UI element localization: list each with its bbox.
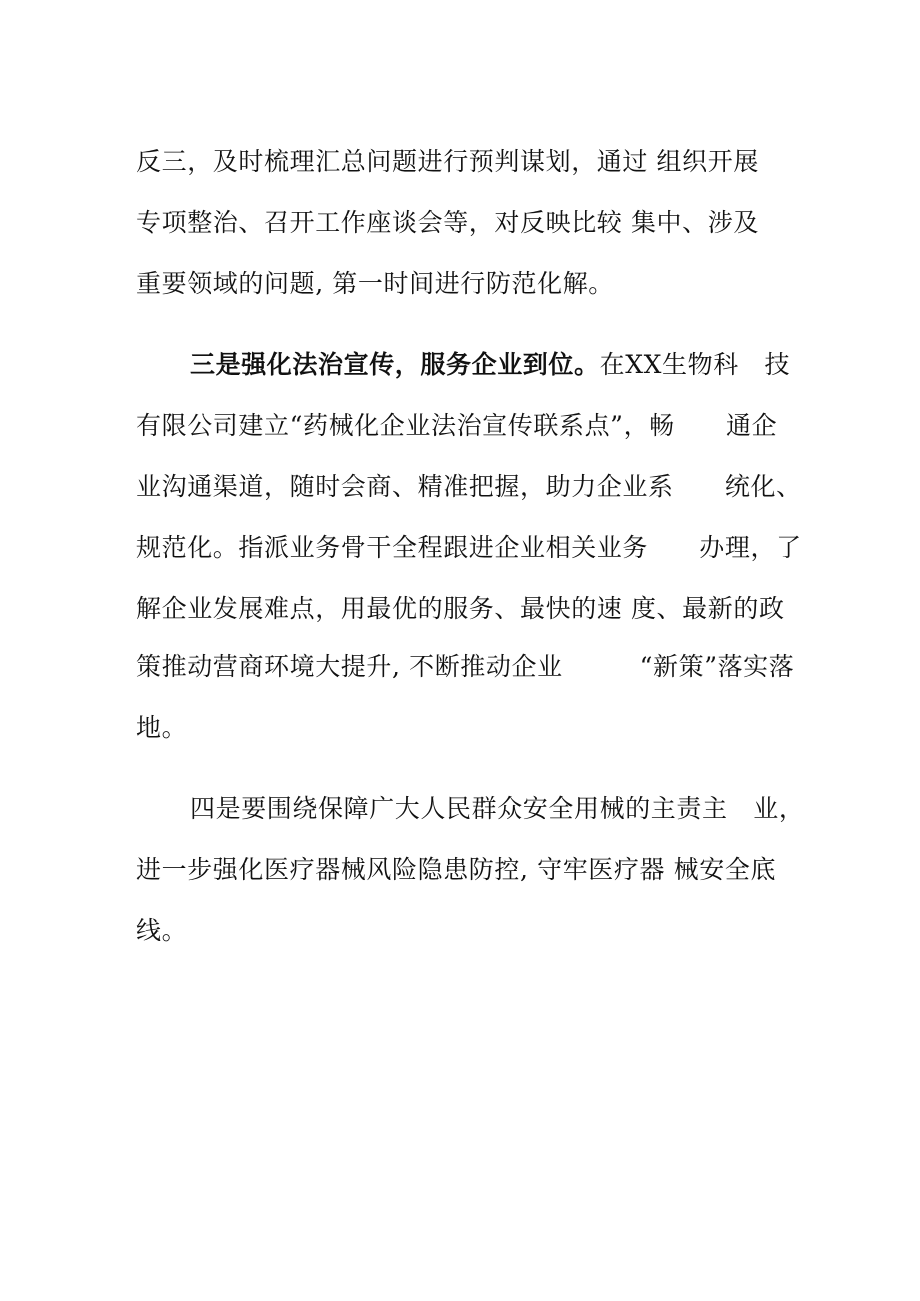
paragraph-2-line-7: 地。 bbox=[136, 713, 188, 742]
paragraph-3-line-2: 进一步强化医疗器械风险隐患防控, 守牢医疗器 械安全底 bbox=[136, 855, 777, 884]
paragraph-1-line-1: 反三，及时梳理汇总问题进行预判谋划，通过 组织开展 bbox=[136, 147, 759, 176]
paragraph-2-line-1-text: 在XX生物科 技 bbox=[599, 350, 791, 379]
paragraph-3-line-3: 线。 bbox=[136, 916, 188, 945]
paragraph-2-line-3: 业沟通渠道，随时会商、精准把握，助力企业系 统化、 bbox=[136, 472, 802, 501]
paragraph-2-line-5: 解企业发展难点，用最优的服务、最快的速 度、最新的政 bbox=[136, 594, 785, 623]
paragraph-3-line-1: 四是要围绕保障广大人民群众安全用械的主责主 业， bbox=[190, 794, 805, 823]
paragraph-2-line-1 bbox=[190, 348, 790, 382]
paragraph-2-line-2: 有限公司建立“药械化企业法治宣传联系点”，畅 通企 bbox=[136, 411, 778, 440]
paragraph-1-line-3: 重要领域的问题, 第一时间进行防范化解。 bbox=[136, 269, 614, 298]
paragraph-1-line-2: 专项整治、召开工作座谈会等，对反映比较 集中、涉及 bbox=[136, 208, 759, 237]
paragraph-2-line-4: 规范化。指派业务骨干全程跟进企业相关业务 办理，了 bbox=[136, 533, 802, 562]
paragraph-2-heading: 三是强化法治宣传，服务企业到位。 bbox=[190, 350, 600, 379]
paragraph-2-line-6: 策推动营商环境大提升, 不断推动企业 “新策”落实落 bbox=[136, 652, 795, 681]
